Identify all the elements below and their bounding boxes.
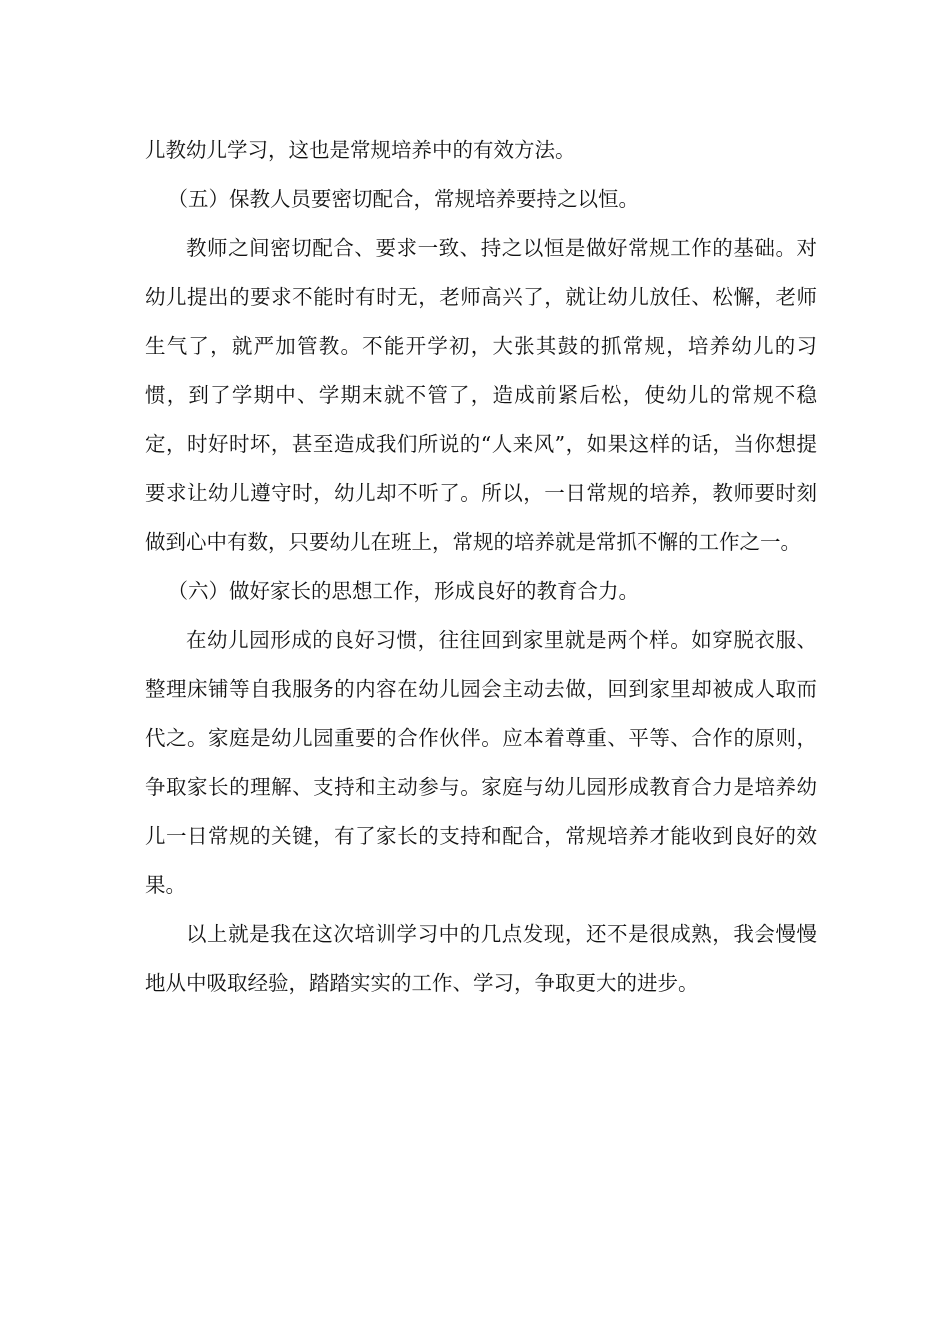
paragraph-cooperation: 教师之间密切配合、要求一致、持之以恒是做好常规工作的基础。对幼儿提出的要求不能时有时无，老师高兴了，就让幼儿放任、松懈，老师生气了，就严加管教。不能开学初，大张其鼓的抓常规，培养幼儿的习惯，到了学期中、学期末就不管了，造成前紧后松，使幼儿的常规不稳定，时好时坏，甚至造成我们所说的“人来风”，如果这样的话，当你想提要求让幼儿遵守时，幼儿却不听了。所以，一日常规的培养，教师要时刻做到心中有数，只要幼儿在班上，常规的培养就是常抓不懈的工作之一。	[145, 236, 817, 554]
paragraph-continuation: 儿教幼儿学习，这也是常规培养中的有效方法。	[145, 138, 576, 162]
paragraph-family: 在幼儿园形成的良好习惯，往往回到家里就是两个样。如穿脱衣服、整理床铺等自我服务的内容在幼儿园会主动去做，回到家里却被成人取而代之。家庭是幼儿园重要的合作伙伴。应本着尊重、平等、合作的原则，争取家长的理解、支持和主动参与。家庭与幼儿园形成教育合力是培养幼儿一日常规的关键，有了家长的支持和配合，常规培养才能收到良好的效果。	[145, 628, 817, 897]
document-body	[145, 126, 817, 1008]
section-heading-5: （五）保教人员要密切配合，常规培养要持之以恒。	[167, 187, 640, 211]
section-heading-6: （六）做好家长的思想工作，形成良好的教育合力。	[167, 579, 640, 603]
paragraph-conclusion: 以上就是我在这次培训学习中的几点发现，还不是很成熟，我会慢慢地从中吸取经验，踏踏实实的工作、学习，争取更大的进步。	[145, 922, 817, 995]
